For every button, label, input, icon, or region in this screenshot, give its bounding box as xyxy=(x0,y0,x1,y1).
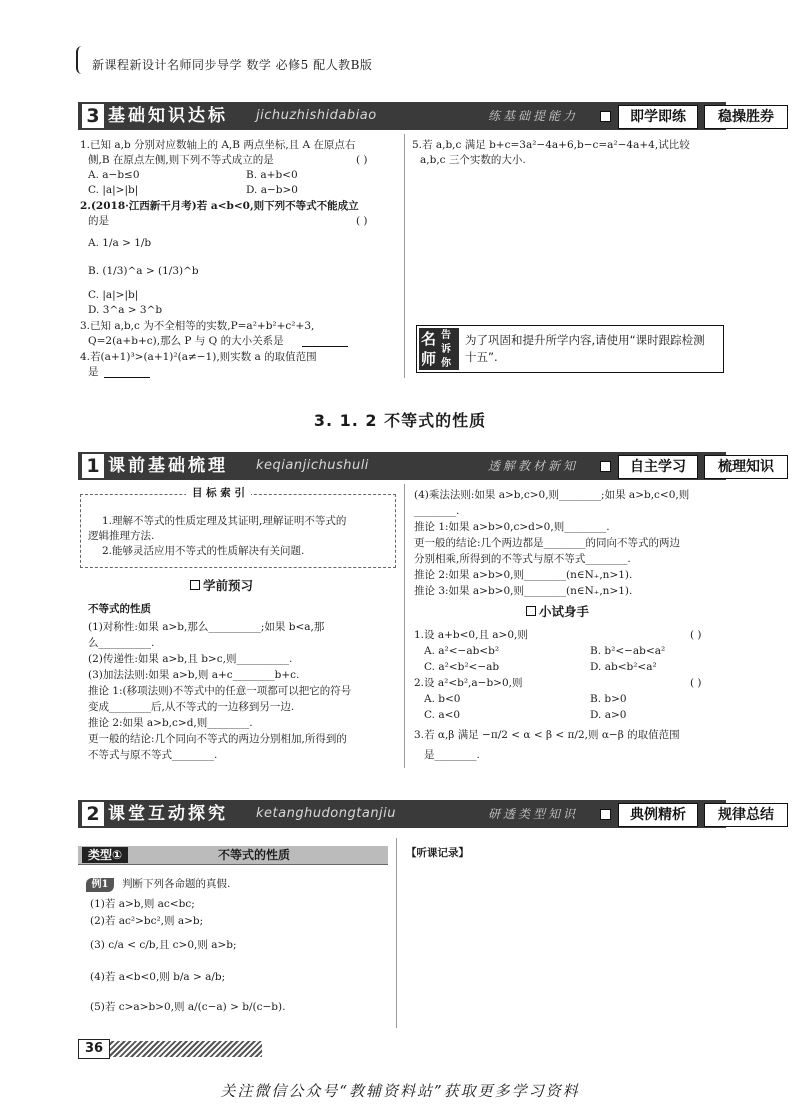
header-bracket xyxy=(76,46,86,74)
blank-line xyxy=(104,377,150,378)
square-icon xyxy=(600,809,611,820)
banner-pinyin: ketanghudongtanjiu xyxy=(256,806,397,821)
question-5-line-1: 5.若 a,b,c 满足 b+c=3a²−4a+6,b−c=a²−4a+4,试比较 xyxy=(412,139,690,151)
preview-heading: 学前预习 xyxy=(190,576,253,594)
square-icon xyxy=(190,580,200,590)
banner-box-1: 自主学习 xyxy=(618,455,698,479)
banner-box-2: 梳理知识 xyxy=(704,455,788,479)
teacher-tip-badge: 名 告 师 诉 你 xyxy=(419,328,459,370)
banner-box-1: 典例精析 xyxy=(618,803,698,827)
example-item: (2)若 ac²>bc²,则 a>b; xyxy=(90,915,204,927)
preview-line: 推论 1:如果 a>b>0,c>d>0,则________. xyxy=(414,521,610,533)
answer-bracket: ( ) xyxy=(690,629,702,641)
preview-line: 么__________. xyxy=(88,637,155,649)
banner-slogan: 练基础提能力 xyxy=(488,109,579,123)
option-d: D. 3^a > 3^b xyxy=(88,304,163,316)
question-1-line-2: 侧,B 在原点左侧,则下列不等式成立的是 xyxy=(88,154,274,166)
preview-line: 更一般的结论:几个同向不等式的两边分别相加,所得到的 xyxy=(88,733,347,745)
answer-bracket: ( ) xyxy=(356,215,368,227)
banner-title: 基础知识达标 xyxy=(108,106,228,126)
type-bar xyxy=(78,846,388,865)
blank-line xyxy=(302,346,348,347)
type-title: 不等式的性质 xyxy=(218,848,291,862)
option-a: A. 1/a > 1/b xyxy=(88,237,152,249)
preview-line: 推论 1:(移项法则)不等式中的任意一项都可以把它的符号 xyxy=(88,685,352,697)
banner-slogan: 透解教材新知 xyxy=(488,459,579,473)
banner-slogan: 研透类型知识 xyxy=(488,807,579,821)
banner-box-1: 即学即练 xyxy=(618,105,698,129)
option-c: C. a²<b²<−ab xyxy=(424,661,500,673)
goal-item: 1.理解不等式的性质定理及其证明,理解证明不等式的 xyxy=(102,515,347,527)
example-item: (1)若 a>b,则 ac<bc; xyxy=(90,898,195,910)
quick-q3-line-1: 3.若 α,β 满足 −π/2 < α < β < π/2,则 α−β 的取值范围 xyxy=(414,729,680,741)
question-1-line-1: 1.已知 a,b 分别对应数轴上的 A,B 两点坐标,且 A 在原点右 xyxy=(80,139,356,151)
question-3-line-1: 3.已知 a,b,c 为不全相等的实数,P=a²+b²+c²+3, xyxy=(80,320,315,332)
banner-pinyin: jichuzhishidabiao xyxy=(256,108,377,123)
section-title: 3. 1. 2 不等式的性质 xyxy=(313,411,487,430)
section-banner-classroom xyxy=(78,800,774,828)
question-2-line-1: 2.(2018·江西新干月考)若 a<b<0,则下列不等式不能成立 xyxy=(80,200,359,212)
option-a: A. a−b≤0 xyxy=(88,169,140,181)
example-item: (4)若 a<b<0,则 b/a > a/b; xyxy=(90,971,226,983)
banner-title: 课前基础梳理 xyxy=(108,456,228,476)
option-d: D. ab<b²<a² xyxy=(590,661,657,673)
quick-q3-line-2: 是________. xyxy=(424,749,480,761)
banner-pinyin: keqianjichushuli xyxy=(256,458,369,473)
option-b: B. (1/3)^a > (1/3)^b xyxy=(88,265,199,277)
column-divider xyxy=(404,134,405,378)
preview-line: 分别相乘,所得到的不等式与原不等式________. xyxy=(414,553,631,565)
preview-line: (3)加法法则:如果 a>b,则 a+c________b+c. xyxy=(88,669,300,681)
listen-record-label: 【听课记录】 xyxy=(406,847,469,859)
column-divider xyxy=(396,838,397,1028)
answer-bracket: ( ) xyxy=(356,154,368,166)
question-4-line-1: 4.若(a+1)³>(a+1)²(a≠−1),则实数 a 的取值范围 xyxy=(80,351,317,363)
quick-q1: 1.设 a+b<0,且 a>0,则 xyxy=(414,629,528,641)
option-c: C. |a|>|b| xyxy=(88,289,139,301)
question-4-line-2: 是 xyxy=(88,366,99,378)
quick-q2: 2.设 a²<b²,a−b>0,则 xyxy=(414,677,523,689)
page-number: 36 xyxy=(78,1039,110,1059)
preview-line: 变成________后,从不等式的一边移到另一边. xyxy=(88,701,295,713)
banner-number: 1 xyxy=(82,454,104,478)
teacher-tip-text: 为了巩固和提升所学内容,请使用“课时跟踪检测十五”. xyxy=(465,333,705,364)
question-2-line-2: 的是 xyxy=(88,215,109,227)
section-banner-basics xyxy=(78,102,774,130)
preview-line: 推论 2:如果 a>b,c>d,则________. xyxy=(88,717,253,729)
goal-item: 2.能够灵活应用不等式的性质解决有关问题. xyxy=(102,545,305,557)
option-d: D. a>0 xyxy=(590,709,627,721)
banner-number: 3 xyxy=(82,104,104,128)
column-divider xyxy=(404,484,405,768)
question-5-line-2: a,b,c 三个实数的大小. xyxy=(420,154,526,166)
banner-number: 2 xyxy=(82,802,104,826)
footer-note: 关注微信公众号“教辅资料站”获取更多学习资料 xyxy=(220,1082,580,1100)
option-b: B. b>0 xyxy=(590,693,627,705)
banner-box-2: 稳操胜券 xyxy=(704,105,788,129)
banner-box-2: 规律总结 xyxy=(704,803,788,827)
type-label: 类型① xyxy=(82,847,128,863)
answer-bracket: ( ) xyxy=(690,677,702,689)
square-icon xyxy=(600,111,611,122)
goal-item: 逻辑推理方法. xyxy=(88,530,155,542)
preview-line: 不等式与原不等式________. xyxy=(88,749,218,761)
preview-line: 推论 3:如果 a>b>0,则________(n∈N₊,n>1). xyxy=(414,585,633,597)
example-item: (5)若 c>a>b>0,则 a/(c−a) > b/(c−b). xyxy=(90,1001,286,1013)
question-3-line-2: Q=2(a+b+c),那么 P 与 Q 的大小关系是 xyxy=(88,335,284,347)
option-d: D. a−b>0 xyxy=(246,184,298,196)
example-item: (3) c/a < c/b,且 c>0,则 a>b; xyxy=(90,939,237,951)
preview-line: 更一般的结论:几个两边都是________的同向不等式的两边 xyxy=(414,537,681,549)
preview-subtitle: 不等式的性质 xyxy=(88,603,151,615)
preview-line: (2)传递性:如果 a>b,且 b>c,则__________. xyxy=(88,653,293,665)
option-a: A. b<0 xyxy=(424,693,461,705)
preview-line: (1)对称性:如果 a>b,那么__________;如果 b<a,那 xyxy=(88,621,325,633)
option-b: B. b²<−ab<a² xyxy=(590,645,666,657)
example-intro: 判断下列各命题的真假. xyxy=(122,878,231,890)
teacher-tip-box xyxy=(416,325,724,373)
running-header: 新课程新设计名师同步导学 数学 必修5 配人教B版 xyxy=(92,58,373,72)
preview-line: 推论 2:如果 a>b>0,则________(n∈N₊,n>1). xyxy=(414,569,633,581)
preview-line: (4)乘法法则:如果 a>b,c>0,则________;如果 a>b,c<0,则 xyxy=(414,489,690,501)
section-banner-preview xyxy=(78,452,774,480)
option-b: B. a+b<0 xyxy=(246,169,298,181)
goals-title: 目 标 索 引 xyxy=(186,486,251,501)
option-c: C. a<0 xyxy=(424,709,461,721)
option-a: A. a²<−ab<b² xyxy=(424,645,500,657)
square-icon xyxy=(600,461,611,472)
banner-title: 课堂互动探究 xyxy=(108,804,228,824)
quick-test-heading: 小试身手 xyxy=(526,602,589,620)
option-c: C. |a|>|b| xyxy=(88,184,139,196)
example-badge: 例1 xyxy=(86,878,114,892)
square-icon xyxy=(526,606,536,616)
preview-line: ________. xyxy=(414,505,460,517)
